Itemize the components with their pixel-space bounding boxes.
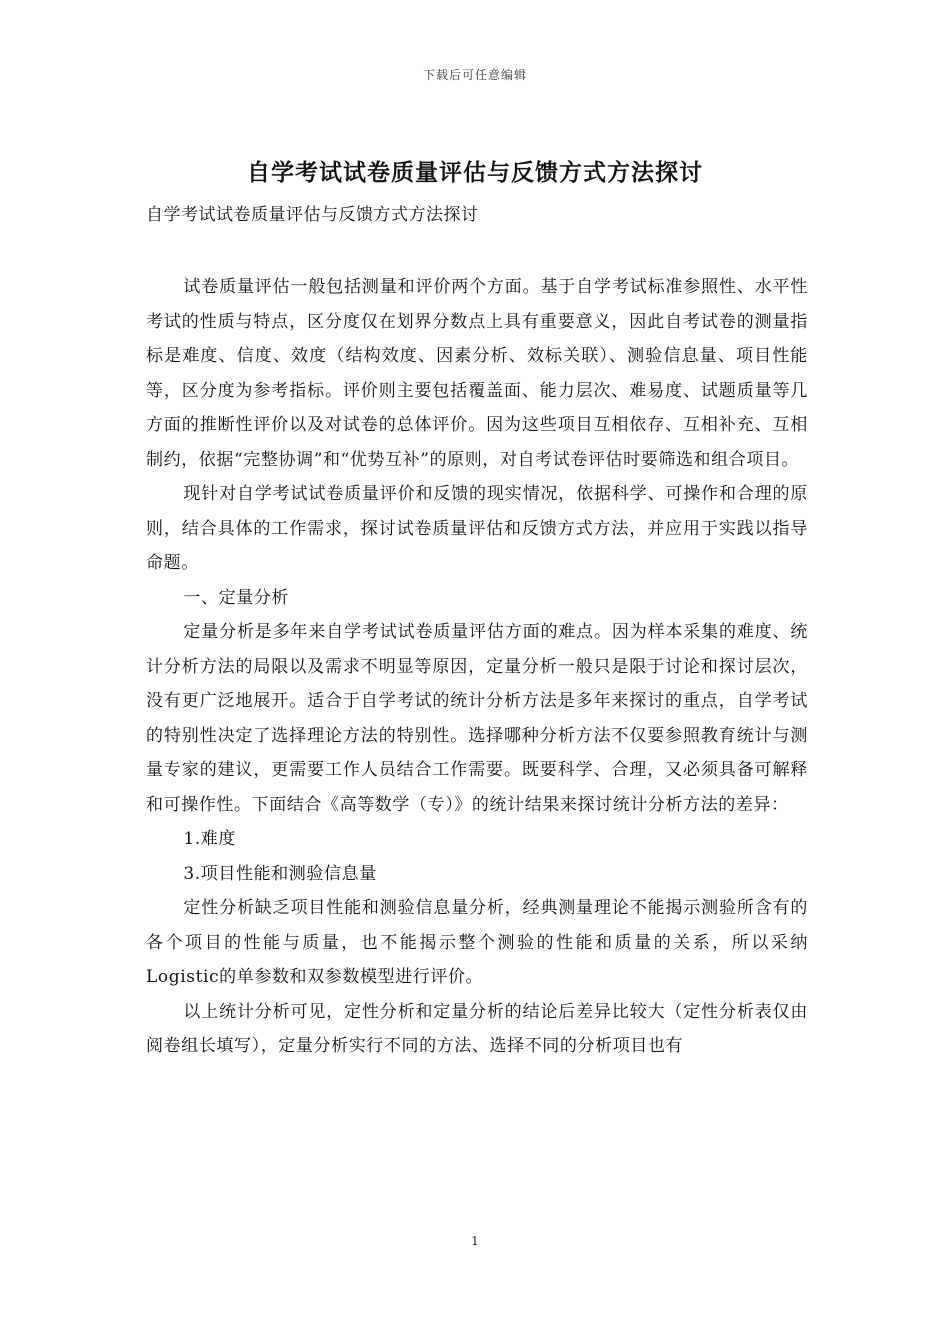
- subheading-item-performance: 3.项目性能和测验信息量: [183, 863, 377, 884]
- document-body: [146, 270, 808, 1064]
- paragraph-purpose: 现针对自学考试试卷质量评价和反馈的现实情况，依据科学、可操作和合理的原则，结合具体的工作需求，探讨试卷质量评估和反馈方式方法，并应用于实践以指导命题。: [146, 484, 808, 573]
- subheading-difficulty: 1.难度: [183, 829, 237, 849]
- header-note: 下载后可任意编辑: [422, 68, 527, 82]
- paragraph-item-performance: 定性分析缺乏项目性能和测验信息量分析，经典测量理论不能揭示测验所含有的各个项目的性能与质量，也不能揭示整个测验的性能和质量的关系，所以采纳Logistic的单参数和双参数模型进行评价。: [146, 898, 808, 987]
- paragraph-intro: 试卷质量评估一般包括测量和评价两个方面。基于自学考试标准参照性、水平性考试的性质与特点，区分度仅在划界分数点上具有重要意义，因此自考试卷的测量指标是难度、信度、效度（结构效度、因素分析、效标关联）、测验信息量、项目性能等，区分度为参考指标。评价则主要包括覆盖面、能力层次、难易度、试题质量等几方面的推断性评价以及对试卷的总体评价。因为这些项目互相依存、互相补充、互相制约，依据“完整协调”和“优势互补”的原则，对自考试卷评估时要筛选和组合项目。: [146, 277, 808, 470]
- page-number: 1: [471, 1234, 479, 1248]
- paragraph-quantitative: 定量分析是多年来自学考试试卷质量评估方面的难点。因为样本采集的难度、统计分析方法的局限以及需求不明显等原因，定量分析一般只是限于讨论和探讨层次，没有更广泛地展开。适合于自学考试的统计分析方法是多年来探讨的重点，自学考试的特别性决定了选择理论方法的特别性。选择哪种分析方法不仅要参照教育统计与测量专家的建议，更需要工作人员结合工作需要。既要科学、合理，又必须具备可解释和可操作性。下面结合《高等数学（专）》的统计结果来探讨统计分析方法的差异：: [146, 622, 808, 815]
- document-subtitle: 自学考试试卷质量评估与反馈方式方法探讨: [146, 205, 479, 225]
- document-title: 自学考试试卷质量评估与反馈方式方法探讨: [247, 159, 703, 186]
- paragraph-conclusion: 以上统计分析可见，定性分析和定量分析的结论后差异比较大（定性分析表仅由阅卷组长填写），定量分析实行不同的方法、选择不同的分析项目也有: [146, 1001, 808, 1056]
- section-heading-quantitative: 一、定量分析: [183, 587, 289, 608]
